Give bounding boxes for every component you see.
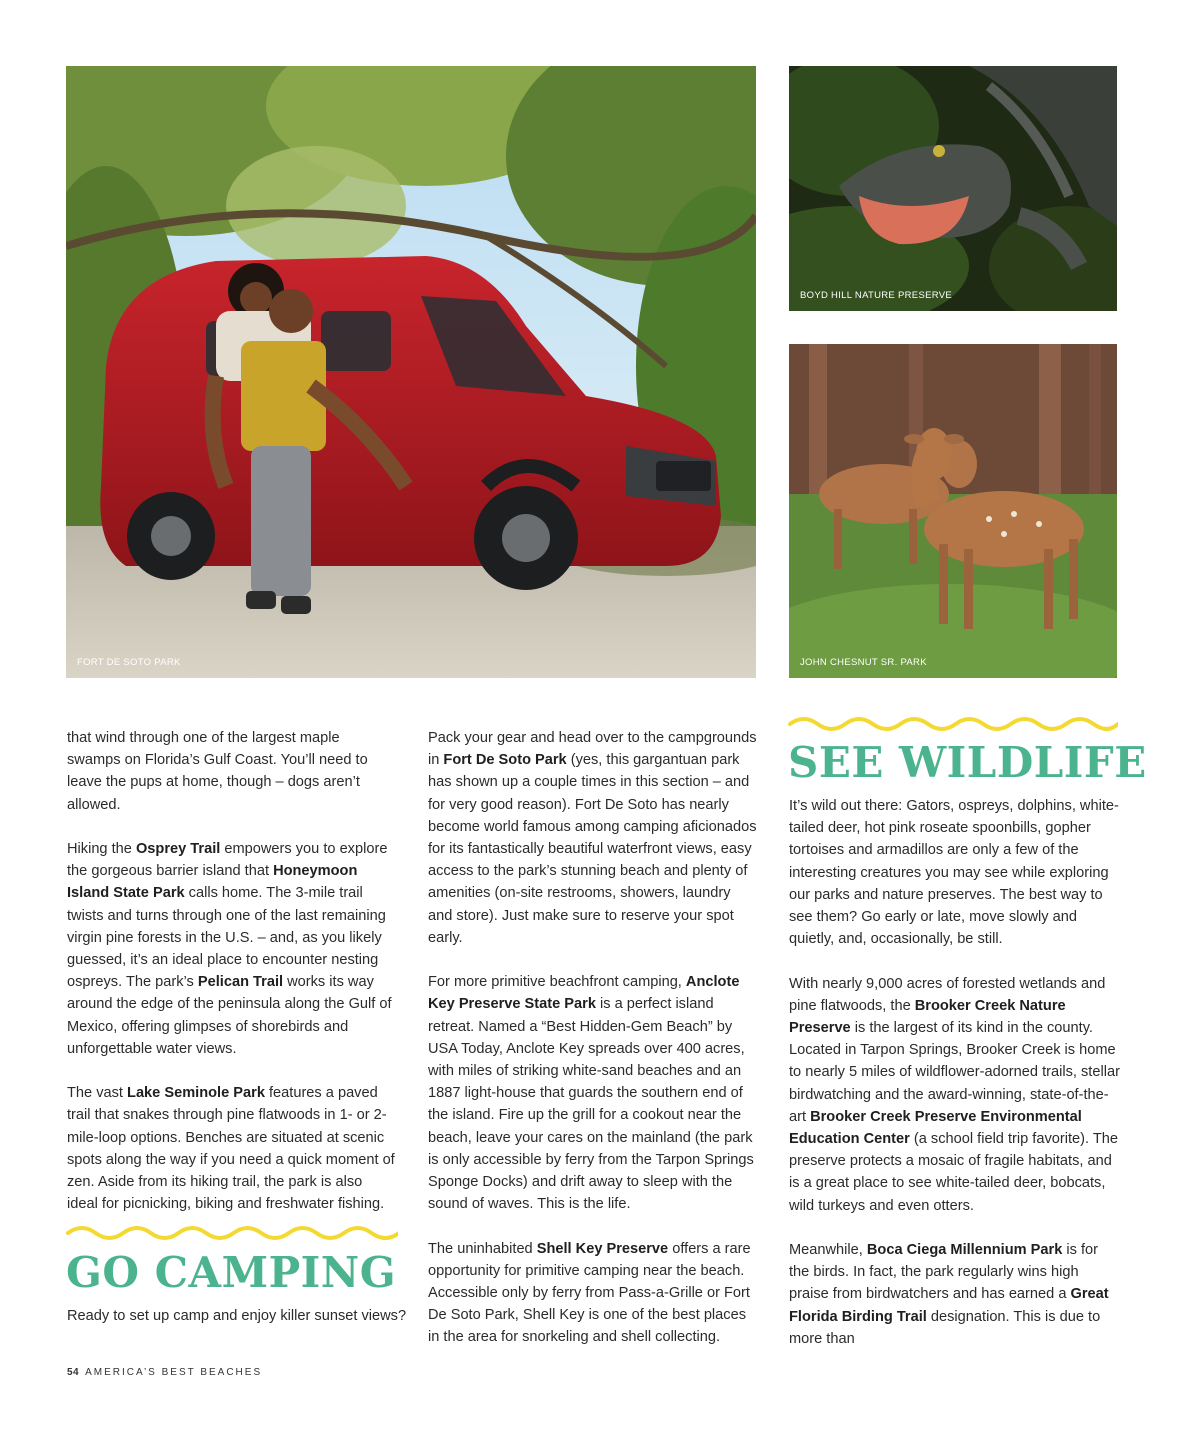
photo-caption: BOYD HILL NATURE PRESERVE <box>800 290 952 301</box>
section-title-see-wildlife: SEE WILDLIFE <box>788 738 1147 787</box>
photo-fort-de-soto <box>66 66 756 678</box>
place-name: Honeymoon Island State Park <box>67 863 358 902</box>
paragraph: Meanwhile, Boca Ciega Millennium Park is for the birds. In fact, the park regularly wins high praise from birdwatchers and has earned a Great Florida Birding Trail designation. This is due to more than <box>789 1242 1109 1347</box>
paragraph: Hiking the Osprey Trail empowers you to explore the gorgeous barrier island that Honeymoon Island State Park calls home. The 3-mile trail twists and turns through one of the last remaining virgin pine forests in the U.S. – and, as you likely guessed, it’s an ideal place to encounter nesting ospreys. The park’s Pelican Trail works its way around the edge of the peninsula along the Gulf of Mexico, offering glimpses of shorebirds and unforgettable water views. <box>67 841 392 1057</box>
paragraph: It’s wild out there: Gators, ospreys, dolphins, white-tailed deer, hot pink roseate spoonbills, gopher tortoises and armadillos are only a few of the interesting creatures you may see while exploring our parks and nature preserves. The best way to see them? Go early or late, move slowly and quietly, and, occasionally, be still. <box>789 798 1119 948</box>
paragraph: For more primitive beachfront camping, Anclote Key Preserve State Park is a perfect island retreat. Named a “Best Hidden-Gem Beach” by USA Today, Anclote Key spreads over 400 acres, with miles of striking white-sand beaches and an 1887 light-house that guards the southern end of the island. Fire up the grill for a cookout near the beach, leave your cares on the mainland (the park is only accessible by ferry from the Tarpon Springs Sponge Docks) and drift away to sleep with the sound of waves. This is the life. <box>428 974 754 1213</box>
photo-caption: JOHN CHESNUT SR. PARK <box>800 657 927 668</box>
place-name: Boca Ciega Millennium Park <box>866 1242 1063 1259</box>
van-couple-illustration <box>66 66 756 678</box>
photo-john-chesnut <box>789 344 1117 678</box>
paragraph: Pack your gear and head over to the campgrounds in Fort De Soto Park (yes, this gargantuan park has shown up a couple times in this section – and for very good reason). Fort De Soto has nearly become world famous among camping aficionados for its fantastically beautiful waterfront views, easy access to the park’s stunning beach and plenty of amenities (on-site restrooms, showers, laundry and store). Just make sure to reserve your spot early. <box>428 730 757 946</box>
publication-name: AMERICA’S BEST BEACHES <box>85 1367 263 1378</box>
paragraph: The vast Lake Seminole Park features a paved trail that snakes through pine flatwoods in 1- or 2-mile-loop options. Benches are situated at scenic spots along the way if you need a quick moment of zen. Aside from its hiking trail, the park is also ideal for picnicking, biking and freshwater fishing. <box>67 1085 395 1213</box>
place-name: Pelican Trail <box>197 974 284 991</box>
page-footer <box>67 1367 262 1378</box>
place-name: Osprey Trail <box>135 841 221 857</box>
section-title-go-camping: GO CAMPING <box>66 1248 397 1297</box>
article-column-1 <box>67 727 397 1238</box>
wavy-divider <box>788 713 1118 735</box>
place-name: Brooker Creek Nature Preserve <box>789 997 1066 1037</box>
place-name: Shell Key Preserve <box>536 1240 669 1257</box>
place-name: Fort De Soto Park <box>443 752 567 769</box>
place-name: Anclote Key Preserve State Park <box>428 974 740 1013</box>
article-column-3 <box>789 795 1121 1372</box>
paragraph: that wind through one of the largest maple swamps on Florida’s Gulf Coast. You’ll need to leave the pups at home, though – dogs aren’t allowed. <box>67 730 368 813</box>
article-column-2 <box>428 727 758 1371</box>
place-name: Lake Seminole Park <box>127 1085 265 1102</box>
paragraph: Ready to set up camp and enjoy killer sunset views? <box>67 1308 407 1324</box>
page-number: 54 <box>67 1367 80 1378</box>
deer-illustration <box>789 344 1117 678</box>
wavy-divider <box>66 1222 398 1244</box>
alligator-illustration <box>789 66 1117 311</box>
photo-boyd-hill <box>789 66 1117 311</box>
place-name: Brooker Creek Preserve Environmental Education Center <box>789 1108 1082 1148</box>
paragraph: The uninhabited Shell Key Preserve offers a rare opportunity for primitive camping near the beach. Accessible only by ferry from Pass-a-Grille or Fort De Soto Park, Shell Key is one of the best places in the area for snorkeling and shell collecting. <box>428 1240 751 1346</box>
paragraph: With nearly 9,000 acres of forested wetlands and pine flatwoods, the Brooker Creek Nature Preserve is the largest of its kind in the county. Located in Tarpon Springs, Brooker Creek is home to nearly 5 miles of wildflower-adorned trails, stellar birdwatching and the award-winning, state-of-the-art Brooker Creek Preserve Environmental Education Center (a school field trip favorite). The preserve protects a mosaic of fragile habitats, and is a great place to see white-tailed deer, bobcats, wild turkeys and even otters. <box>789 975 1120 1214</box>
place-name: Great Florida Birding Trail <box>789 1286 1109 1325</box>
photo-caption: FORT DE SOTO PARK <box>77 657 181 668</box>
